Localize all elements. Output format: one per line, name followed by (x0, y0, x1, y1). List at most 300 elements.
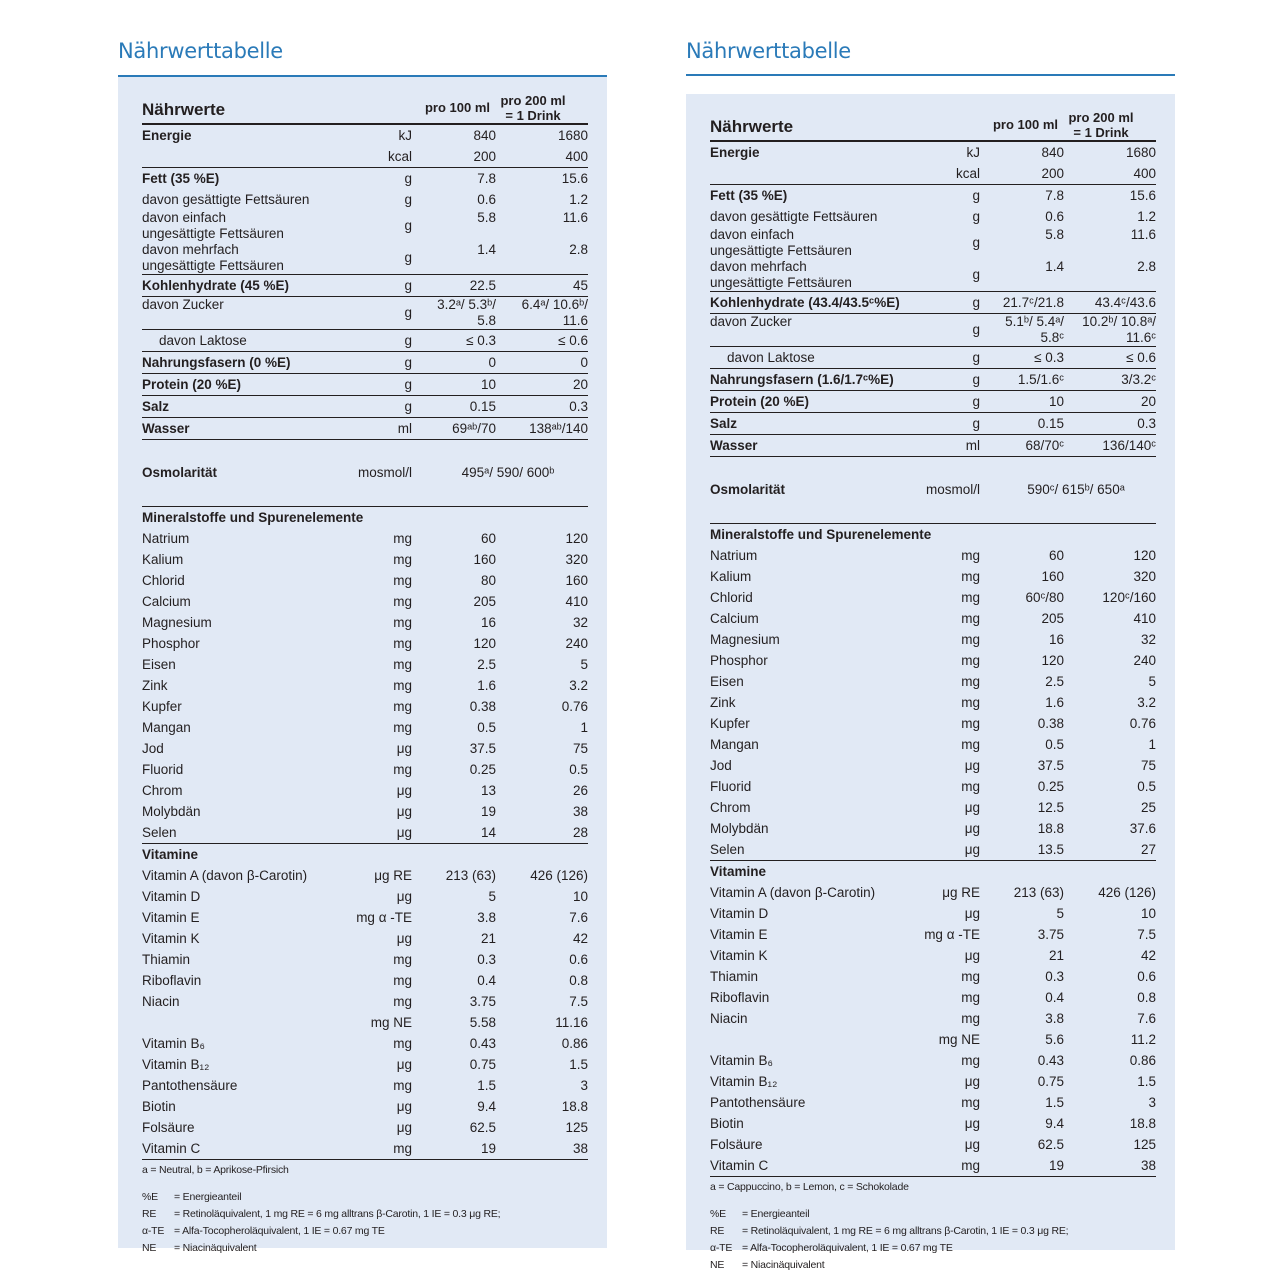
value-per-100ml: 120 (1041, 653, 1064, 668)
unit: mg α -TE (356, 910, 412, 925)
table-row (142, 125, 588, 146)
value-per-100ml: 1.5 (477, 1078, 496, 1093)
value-per-100ml: 60 (480, 531, 496, 546)
value-per-200ml: 7.5 (1137, 927, 1156, 942)
abbreviation-key: RE (710, 1225, 725, 1237)
nutrient-name: Riboflavin (142, 973, 202, 988)
value-per-200ml: 1680 (557, 128, 588, 143)
table-row (710, 545, 1156, 566)
value-per-100ml: 13 (480, 783, 496, 798)
value-per-100ml: 0.38 (1037, 716, 1064, 731)
abbreviation-notes (142, 1189, 588, 1257)
unit: mg NE (370, 1015, 412, 1030)
value-per-200ml: 28 (572, 825, 588, 840)
value-per-100ml: 1.4 (1045, 259, 1064, 274)
unit: mosmol/l (925, 482, 980, 497)
value-per-200ml: 38 (572, 804, 588, 819)
unit: g (404, 192, 412, 207)
unit: mg (961, 1095, 980, 1110)
value-per-200ml: 0 (580, 355, 588, 370)
value-per-200ml: ≤ 0.6 (558, 333, 588, 348)
nutrient-name: Magnesium (142, 615, 212, 630)
abbreviation-notes (710, 1206, 1156, 1274)
unit: μg (396, 931, 412, 946)
value-per-100ml: 160 (1041, 569, 1064, 584)
value-per-100ml: 12.5 (1037, 800, 1064, 815)
nutrient-name: Niacin (710, 1011, 748, 1026)
abbreviation-row (142, 1240, 588, 1257)
table-row (142, 352, 588, 374)
unit: ml (965, 438, 980, 453)
value-per-200ml: 0.86 (561, 1036, 588, 1051)
value-per-200ml: 7.6 (1137, 1011, 1156, 1026)
nutrient-name: Magnesium (710, 632, 780, 647)
nutrient-name: Eisen (710, 674, 744, 689)
value-per-200ml: 42 (572, 931, 588, 946)
unit: μg (396, 1057, 412, 1072)
unit: mg (961, 653, 980, 668)
nutrient-name: Selen (710, 842, 745, 857)
table-row (142, 374, 588, 396)
nutrient-name: davon einfach ungesättigte Fettsäuren (710, 227, 852, 258)
nutrient-name: Vitamin B₆ (710, 1053, 773, 1068)
abbreviation-row (710, 1223, 1156, 1240)
unit: mg (961, 1158, 980, 1173)
nutrient-name: Vitamin A (davon β-Carotin) (142, 868, 308, 883)
spacer (710, 457, 1156, 475)
unit: g (404, 218, 412, 233)
unit: mg (393, 678, 412, 693)
value-per-200ml: 32 (1140, 632, 1156, 647)
unit: g (972, 416, 980, 431)
value-per-200ml: 0.3 (1137, 416, 1156, 431)
nutrient-name: Calcium (142, 594, 191, 609)
value-per-200ml: 1.5 (569, 1057, 588, 1072)
value-per-100ml: 0.5 (477, 720, 496, 735)
value-per-100ml: 7.8 (477, 171, 496, 186)
unit: mg (393, 573, 412, 588)
table-row (142, 1033, 588, 1054)
value-per-200ml: 2.8 (569, 242, 588, 257)
table-row (710, 861, 1156, 882)
value-per-200ml: 45 (572, 278, 588, 293)
unit: g (972, 394, 980, 409)
table-row (710, 734, 1156, 755)
nutrient-name: Kalium (710, 569, 752, 584)
nutrient-name: Vitamin E (710, 927, 768, 942)
nutrient-name: Mineralstoffe und Spurenelemente (710, 527, 932, 542)
value-per-200ml: 6.4ᵃ/ 10.6ᵇ/ 11.6 (521, 297, 588, 328)
section-divider (710, 505, 1156, 524)
abbreviation-key: NE (142, 1242, 157, 1254)
nutrient-name: Natrium (142, 531, 190, 546)
nutrient-name: Kupfer (142, 699, 182, 714)
value-per-200ml: 125 (1133, 1137, 1156, 1152)
table-row (142, 591, 588, 612)
value-per-200ml: 42 (1140, 948, 1156, 963)
value-per-100ml: 200 (1041, 166, 1064, 181)
unit: mg (961, 548, 980, 563)
panel-title-right: Nährwerttabelle (686, 39, 851, 63)
nutrient-name: Vitamin D (142, 889, 201, 904)
table-row (142, 549, 588, 570)
value-per-200ml: 15.6 (561, 171, 588, 186)
unit: μg (396, 1120, 412, 1135)
unit: μg (964, 758, 980, 773)
table-row (142, 612, 588, 633)
value-per-100ml: 60ᶜ/80 (1025, 590, 1064, 605)
value-per-100ml: 1.5/1.6ᶜ (1017, 372, 1064, 387)
table-row (710, 475, 1156, 505)
value-per-100ml: 22.5 (469, 278, 496, 293)
abbreviation-key: %E (710, 1208, 726, 1220)
value-per-200ml: 1680 (1125, 145, 1156, 160)
table-row (142, 970, 588, 991)
footnote: a = Cappuccino, b = Lemon, c = Schokolade (710, 1181, 909, 1193)
table-row (142, 275, 588, 297)
table-row (710, 966, 1156, 987)
value-per-200ml: 75 (572, 741, 588, 756)
unit: μg RE (942, 885, 980, 900)
value-per-200ml: 240 (565, 636, 588, 651)
value-per-200ml: 11.6 (562, 210, 588, 225)
value-per-200ml: 0.86 (1129, 1053, 1156, 1068)
table-row (710, 1113, 1156, 1134)
nutrient-name: Salz (710, 416, 738, 431)
unit: mg (961, 779, 980, 794)
table-row (710, 692, 1156, 713)
nutrient-name: Wasser (142, 421, 190, 436)
value-per-200ml: 136/140ᶜ (1102, 438, 1156, 453)
unit: mg (961, 737, 980, 752)
nutrient-name: Wasser (710, 438, 758, 453)
panel-title-left: Nährwerttabelle (118, 39, 283, 63)
nutrient-name: Molybdän (710, 821, 769, 836)
nutrient-name: Phosphor (710, 653, 768, 668)
nutrient-name: Selen (142, 825, 177, 840)
nutrient-name: Vitamin C (710, 1158, 769, 1173)
nutrient-name: davon gesättigte Fettsäuren (710, 209, 878, 224)
table-row (142, 210, 588, 242)
value-per-200ml: 10 (572, 889, 588, 904)
header-per-200ml (1056, 110, 1146, 140)
header-per-200ml-line1: pro 200 ml (500, 93, 566, 108)
table-row (710, 797, 1156, 818)
unit: kJ (966, 145, 980, 160)
unit: mg (961, 590, 980, 605)
nutrient-name: Jod (710, 758, 732, 773)
value-per-200ml: 7.5 (569, 994, 588, 1009)
value-per-200ml: 5 (580, 657, 588, 672)
header-per-200ml-line2: = 1 Drink (1073, 125, 1129, 140)
unit: μg (396, 825, 412, 840)
nutrient-name: Mangan (710, 737, 759, 752)
value-per-100ml: 3.2ᵃ/ 5.3ᵇ/ 5.8 (437, 297, 496, 328)
section-divider (142, 488, 588, 507)
value-per-100ml: 0.15 (469, 399, 496, 414)
table-row (142, 738, 588, 759)
nutrient-name: Biotin (710, 1116, 744, 1131)
unit: g (404, 333, 412, 348)
unit: mg (393, 615, 412, 630)
value-per-200ml: 38 (572, 1141, 588, 1156)
nutrient-name: Niacin (142, 994, 180, 1009)
nutrition-panel-right (686, 94, 1175, 1271)
value-per-100ml: 0.43 (1037, 1053, 1064, 1068)
value-per-100ml: 160 (473, 552, 496, 567)
value-per-200ml: 160 (565, 573, 588, 588)
value-per-200ml: 2.8 (1137, 259, 1156, 274)
value-per-200ml: 0.6 (1137, 969, 1156, 984)
unit: mg (393, 720, 412, 735)
unit: g (404, 171, 412, 186)
value-per-100ml: 0.25 (469, 762, 496, 777)
nutrient-name: Kupfer (710, 716, 750, 731)
value-per-100ml: 5.8 (1045, 227, 1064, 242)
unit: mg (961, 1011, 980, 1026)
abbreviation-key: NE (710, 1259, 725, 1271)
value-per-100ml: 0.5 (1045, 737, 1064, 752)
abbreviation-row (710, 1257, 1156, 1274)
nutrient-name: Energie (142, 128, 192, 143)
table-row (142, 633, 588, 654)
table-row (710, 903, 1156, 924)
nutrient-name: davon mehrfach ungesättigte Fettsäuren (142, 242, 284, 273)
nutrient-name: Chrom (710, 800, 751, 815)
table-row (710, 163, 1156, 185)
table-row (710, 259, 1156, 292)
nutrient-name: davon mehrfach ungesättigte Fettsäuren (710, 259, 852, 290)
value-per-100ml: 69ᵃᵇ/70 (452, 421, 496, 436)
nutrient-name: Mineralstoffe und Spurenelemente (142, 510, 364, 525)
unit: kcal (387, 149, 412, 164)
unit: μg (964, 842, 980, 857)
abbreviation-row (142, 1189, 588, 1206)
value-per-200ml: 20 (572, 377, 588, 392)
value-per-100ml: 3.75 (1037, 927, 1064, 942)
nutrient-name: davon gesättigte Fettsäuren (142, 192, 310, 207)
nutrient-name: Vitamin A (davon β-Carotin) (710, 885, 876, 900)
value-per-100ml: 5.8 (477, 210, 496, 225)
table-row (142, 991, 588, 1012)
table-row (710, 1029, 1156, 1050)
unit: mg (393, 699, 412, 714)
value-per-100ml: 21 (480, 931, 496, 946)
table-row (142, 418, 588, 440)
header-per-200ml-line2: = 1 Drink (505, 108, 561, 123)
value-per-100ml: 37.5 (469, 741, 496, 756)
value-per-200ml: 1.2 (569, 192, 588, 207)
table-row (142, 907, 588, 928)
value-per-100ml: 21 (1048, 948, 1064, 963)
unit: mg (961, 716, 980, 731)
value-per-100ml: ≤ 0.3 (466, 333, 496, 348)
value-per-100ml: 1.6 (1045, 695, 1064, 710)
unit: μg (396, 889, 412, 904)
value-per-100ml: 1.5 (1045, 1095, 1064, 1110)
nutrient-name: davon Zucker (142, 297, 224, 312)
value-per-200ml: 18.8 (561, 1099, 588, 1114)
table-row (142, 654, 588, 675)
abbreviation-definition: = Energieanteil (742, 1208, 810, 1220)
value-per-100ml: 840 (473, 128, 496, 143)
nutrient-name: Natrium (710, 548, 758, 563)
nutrient-name: Vitamine (142, 847, 199, 862)
value-per-100ml: 10 (480, 377, 496, 392)
table-row (710, 608, 1156, 629)
table-row (710, 587, 1156, 608)
unit: g (972, 372, 980, 387)
value-per-200ml: 75 (1140, 758, 1156, 773)
table-row (142, 1096, 588, 1117)
value-per-200ml: 120 (565, 531, 588, 546)
table-row (142, 759, 588, 780)
table-row (710, 391, 1156, 413)
nutrient-name: Fluorid (710, 779, 752, 794)
unit: mg (393, 552, 412, 567)
table-row (710, 650, 1156, 671)
nutrient-name: Kalium (142, 552, 184, 567)
nutrient-name: Vitamin B₁₂ (142, 1057, 210, 1072)
value-per-100ml: 0.75 (1037, 1074, 1064, 1089)
value-per-100ml: 0.6 (1045, 209, 1064, 224)
title-rule-right (686, 74, 1175, 76)
unit: mg (393, 952, 412, 967)
value-per-100ml: 80 (480, 573, 496, 588)
table-row (710, 671, 1156, 692)
table-row (142, 507, 588, 528)
table-row (710, 945, 1156, 966)
nutrient-name: Osmolarität (142, 465, 218, 480)
nutrient-name: Chlorid (710, 590, 753, 605)
table-row (142, 865, 588, 886)
value-per-200ml: 0.76 (1129, 716, 1156, 731)
value-per-200ml: 18.8 (1129, 1116, 1156, 1131)
footnote: a = Neutral, b = Aprikose-Pfirsich (142, 1164, 289, 1176)
value-per-100ml: 3.75 (469, 994, 496, 1009)
table-row (710, 435, 1156, 457)
value-per-100ml: 200 (473, 149, 496, 164)
table-row (142, 1117, 588, 1138)
nutrient-name: Fluorid (142, 762, 184, 777)
value-per-100ml: 0.3 (477, 952, 496, 967)
table-row (710, 524, 1156, 545)
value-per-200ml: 32 (572, 615, 588, 630)
unit: μg (396, 741, 412, 756)
unit: μg (964, 821, 980, 836)
table-row (710, 1050, 1156, 1071)
value-per-200ml: 426 (126) (530, 868, 588, 883)
nutrient-name: Vitamin B₁₂ (710, 1074, 778, 1089)
value-per-200ml: 320 (565, 552, 588, 567)
spacer (142, 440, 588, 458)
value-per-200ml: 1 (1148, 737, 1156, 752)
table-header (142, 77, 588, 125)
value-per-100ml: 7.8 (1045, 188, 1064, 203)
value-per-200ml: 3 (580, 1078, 588, 1093)
header-per-100ml: pro 100 ml (424, 100, 490, 115)
value-per-100ml: 5.1ᵇ/ 5.4ᵃ/ 5.8ᶜ (1005, 314, 1064, 345)
nutrient-name: Mangan (142, 720, 191, 735)
abbreviation-key: α-TE (710, 1242, 733, 1254)
nutrient-name: Vitamin E (142, 910, 200, 925)
value-per-100ml: 19 (480, 1141, 496, 1156)
value-per-100ml: 840 (1041, 145, 1064, 160)
value-per-100ml: 0.38 (469, 699, 496, 714)
nutrient-name: Riboflavin (710, 990, 770, 1005)
value-per-100ml: 3.8 (1045, 1011, 1064, 1026)
value-per-100ml: 0.6 (477, 192, 496, 207)
value-per-200ml: 240 (1133, 653, 1156, 668)
unit: g (404, 278, 412, 293)
nutrient-name: Thiamin (142, 952, 191, 967)
unit: mg (393, 594, 412, 609)
value-per-100ml: 120 (473, 636, 496, 651)
nutrient-name: Biotin (142, 1099, 176, 1114)
unit: g (972, 267, 980, 282)
value-per-100ml: 0.25 (1037, 779, 1064, 794)
unit: mg (961, 990, 980, 1005)
nutrition-table-right (710, 94, 1156, 1274)
value-per-200ml: ≤ 0.6 (1126, 350, 1156, 365)
unit: g (972, 235, 980, 250)
value-per-200ml: 410 (1133, 611, 1156, 626)
nutrient-name: Molybdän (142, 804, 201, 819)
table-row (142, 1054, 588, 1075)
unit: g (972, 188, 980, 203)
nutrient-name: Folsäure (142, 1120, 195, 1135)
value-per-200ml: 37.6 (1129, 821, 1156, 836)
unit: μg RE (374, 868, 412, 883)
value-per-200ml: 0.8 (569, 973, 588, 988)
value-per-200ml: 0.8 (1137, 990, 1156, 1005)
header-per-200ml-line1: pro 200 ml (1068, 110, 1134, 125)
nutrient-name: Vitamin C (142, 1141, 201, 1156)
unit: mg (961, 674, 980, 689)
value-per-100ml: 0 (488, 355, 496, 370)
table-row (142, 696, 588, 717)
unit: μg (964, 906, 980, 921)
unit: mg NE (938, 1032, 980, 1047)
nutrient-name: davon Zucker (710, 314, 792, 329)
unit: μg (964, 800, 980, 815)
header-per-200ml (488, 93, 578, 123)
nutrient-name: Chlorid (142, 573, 185, 588)
value-per-100ml: 21.7ᶜ/21.8 (1002, 295, 1064, 310)
abbreviation-row (710, 1240, 1156, 1257)
value-per-100ml: 3.8 (477, 910, 496, 925)
unit: mg (393, 994, 412, 1009)
unit: g (404, 377, 412, 392)
value-per-200ml: 138ᵃᵇ/140 (529, 421, 588, 436)
table-row (142, 1075, 588, 1096)
value-per-200ml: 11.16 (555, 1015, 588, 1030)
table-row (710, 776, 1156, 797)
table-row (710, 206, 1156, 227)
value-per-100ml: 13.5 (1037, 842, 1064, 857)
value-per-100ml: 68/70ᶜ (1025, 438, 1064, 453)
table-row (142, 1138, 588, 1160)
unit: μg (964, 1074, 980, 1089)
abbreviation-definition: = Retinoläquivalent, 1 mg RE = 6 mg alltrans β-Carotin, 1 IE = 0.3 μg RE; (742, 1225, 1069, 1237)
unit: g (404, 305, 412, 320)
nutrient-name: Nahrungsfasern (1.6/1.7ᶜ%E) (710, 372, 894, 387)
unit: mg (961, 1053, 980, 1068)
unit: g (972, 295, 980, 310)
nutrient-name: Protein (20 %E) (710, 394, 810, 409)
value-per-200ml: 120 (1133, 548, 1156, 563)
table-row (142, 949, 588, 970)
